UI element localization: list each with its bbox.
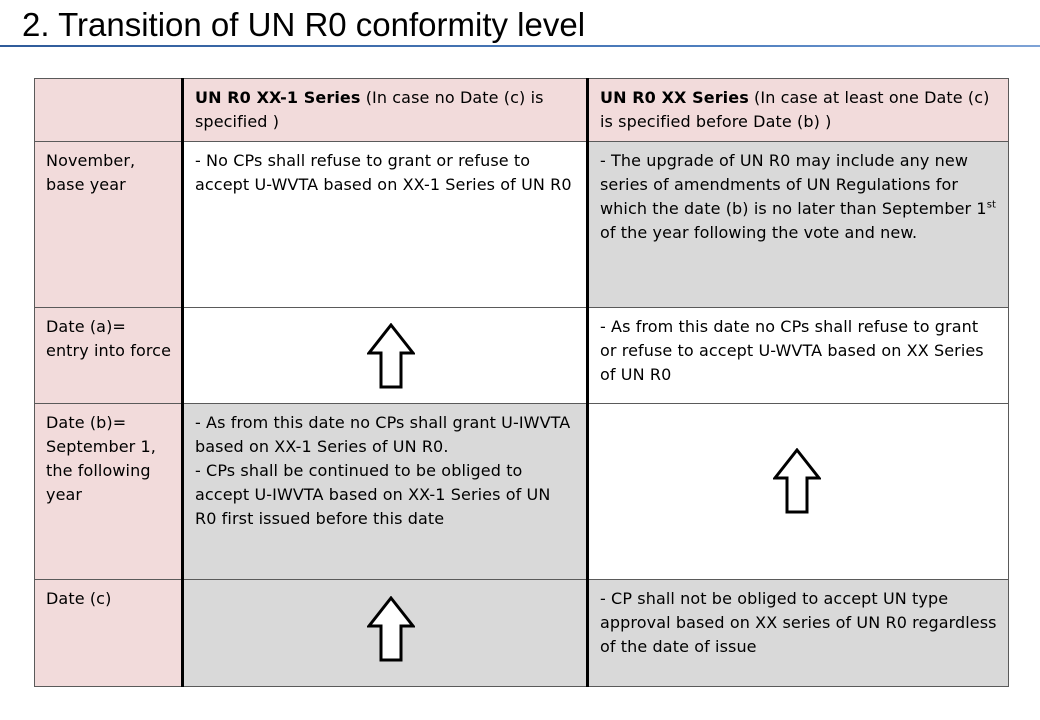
cell-november-xx-text: - The upgrade of UN R0 may include any new series of amendments of UN Regulations for which the date (b) is no later than September 1 [600,151,987,218]
cell-date-c-xx: - CP shall not be obliged to accept UN type approval based on XX series of UN R0 regardless of the date of issue [588,580,1009,687]
table-row [35,308,1009,404]
table-row [35,142,1009,308]
row-label-date-c: Date (c) [35,580,183,687]
cell-date-a-xx: - As from this date no CPs shall refuse to grant or refuse to accept U-WVTA based on XX Series of UN R0 [588,308,1009,404]
header-empty-cell [35,79,183,142]
table-row [35,580,1009,687]
cell-november-xx1: - No CPs shall refuse to grant or refuse to accept U-WVTA based on XX-1 Series of UN R0 [183,142,588,308]
header-xx1-title: UN R0 XX-1 Series [195,88,361,107]
header-xx-series [588,79,1009,142]
cell-date-b-xx1-line2: - CPs shall be continued to be obliged to accept U-IWVTA based on XX-1 Series of UN R0 first issued before this date [195,461,551,528]
slide-title: 2. Transition of UN R0 conformity level [22,6,586,43]
table-header-row [35,79,1009,142]
cell-november-xx [588,142,1009,308]
up-arrow-icon [367,596,415,662]
row-label-date-a: Date (a)= entry into force [35,308,183,404]
cell-date-c-xx1 [183,580,588,687]
cell-november-xx-sup: st [986,199,997,211]
row-label-date-b: Date (b)= September 1, the following year [35,404,183,580]
header-xx1-series [183,79,588,142]
title-underline [0,45,1040,47]
header-xx-title: UN R0 XX Series [600,88,749,107]
cell-date-a-xx1 [183,308,588,404]
cell-date-b-xx [588,404,1009,580]
table-row [35,404,1009,580]
up-arrow-icon [367,323,415,389]
conformity-table [34,78,1009,687]
cell-date-b-xx1 [183,404,588,580]
row-label-november: November, base year [35,142,183,308]
up-arrow-icon [773,448,821,514]
header-xx-note: (In case at least one Date (c) is specified before Date (b) ) [600,88,990,131]
header-xx1-note: (In case no Date (c) is specified ) [195,88,544,131]
cell-date-b-xx1-line1: - As from this date no CPs shall grant U-IWVTA based on XX-1 Series of UN R0. [195,413,571,456]
cell-november-xx-tail: of the year following the vote and new. [600,223,918,242]
